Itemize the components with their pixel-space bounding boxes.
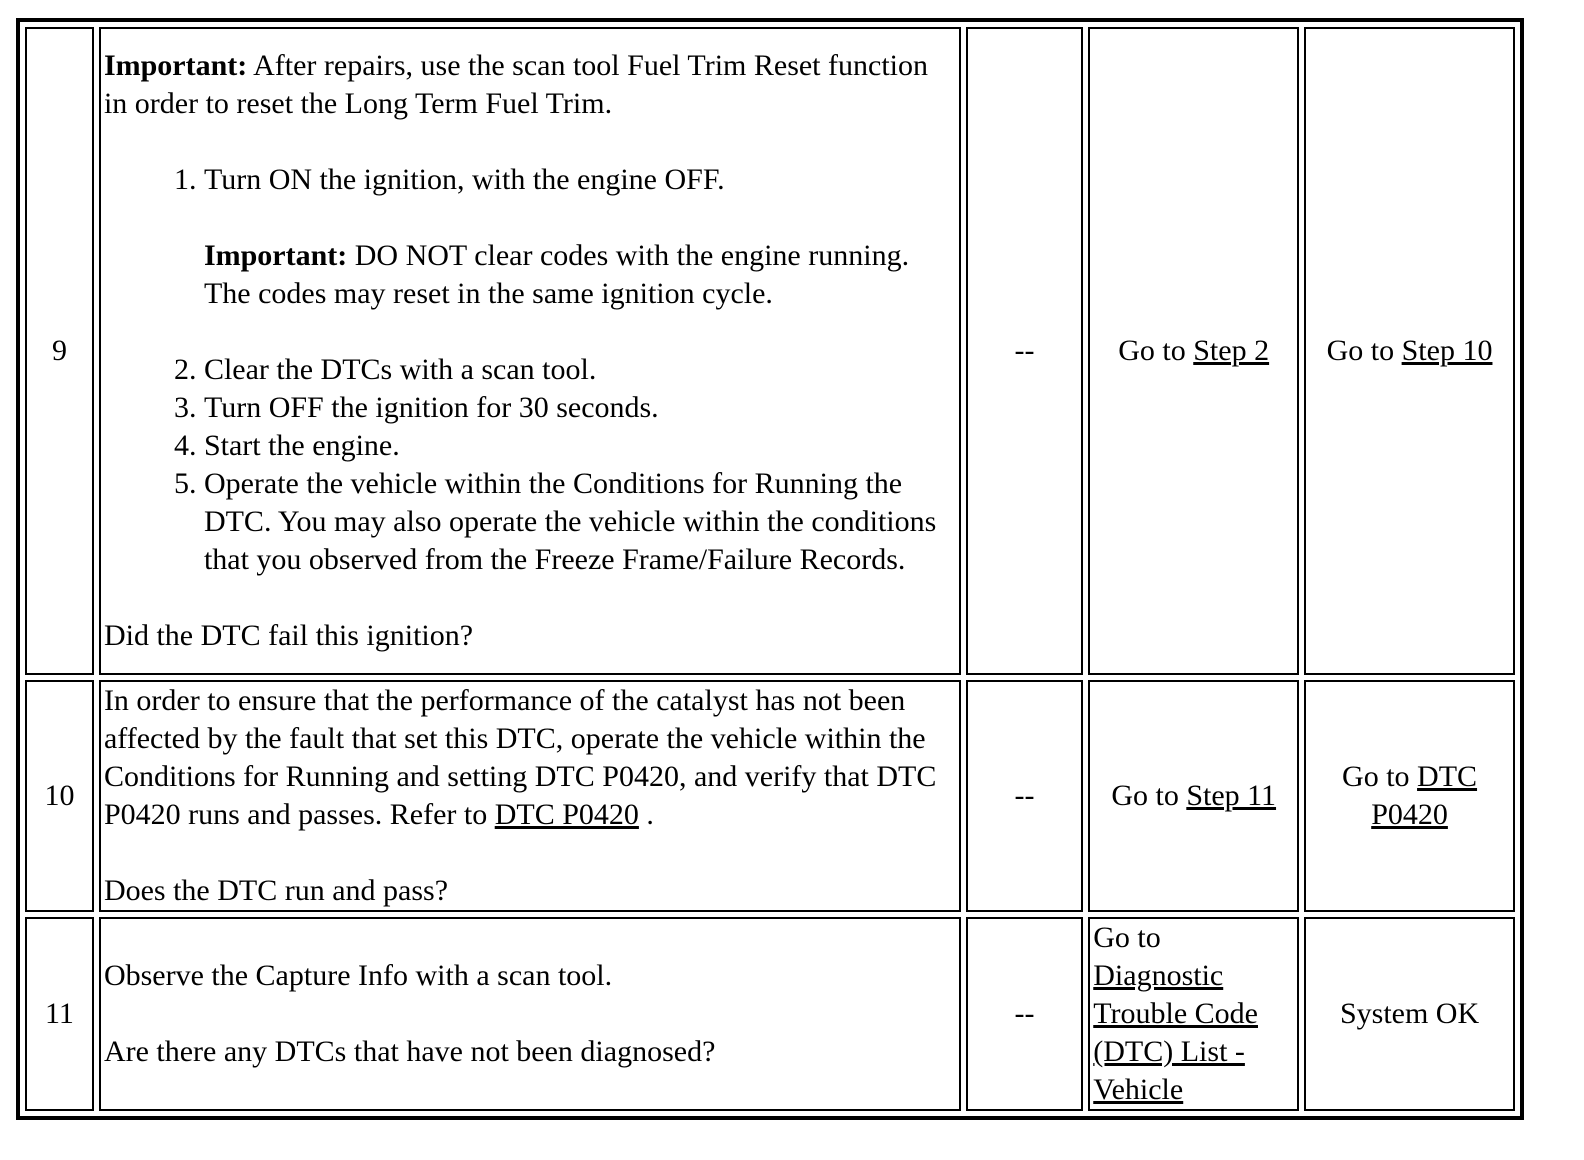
- substep-text: Operate the vehicle within the Conditions for Running the DTC. You may also operate the vehicle within the conditions that you observed from the Freeze Frame/Failure Records.: [203, 467, 937, 576]
- substep-note-label: Important:: [203, 239, 348, 272]
- question-text: Does the DTC run and pass?: [103, 874, 449, 907]
- action-text: [104, 682, 956, 834]
- substep-text: Start the engine.: [203, 429, 400, 462]
- dtc-p0420-no-link[interactable]: DTC: [1417, 760, 1478, 793]
- value-cell: --: [966, 917, 1084, 1111]
- table-row: [25, 27, 1515, 675]
- no-cell: [1304, 27, 1515, 675]
- action-cell: [99, 680, 961, 912]
- action-text-suffix: .: [638, 798, 654, 831]
- step-number: 9: [25, 27, 94, 675]
- value-cell: --: [966, 27, 1084, 675]
- list-item: [204, 389, 956, 427]
- dtc-list-link[interactable]: Diagnostic Trouble Code (DTC) List - Vehicle: [1093, 959, 1258, 1106]
- question-text: Are there any DTCs that have not been diagnosed?: [103, 1035, 716, 1068]
- important-label: Important:: [103, 49, 248, 82]
- no-cell: [1304, 680, 1515, 912]
- yes-prefix: Go to: [1111, 779, 1187, 812]
- step-11-link[interactable]: Step 11: [1186, 779, 1277, 812]
- substep-list: [104, 161, 956, 579]
- dtc-p0420-no-link-cont[interactable]: P0420: [1371, 798, 1448, 831]
- action-text: Observe the Capture Info with a scan tool.: [103, 959, 613, 992]
- step-2-link[interactable]: Step 2: [1193, 334, 1270, 367]
- substep-text: Turn OFF the ignition for 30 seconds.: [203, 391, 659, 424]
- no-prefix: Go to: [1326, 334, 1402, 367]
- yes-cell: [1088, 27, 1299, 675]
- step-10-link[interactable]: Step 10: [1401, 334, 1493, 367]
- important-note: [104, 47, 956, 123]
- list-item: [204, 161, 956, 313]
- list-item: [204, 351, 956, 389]
- important-text: After repairs, use the scan tool Fuel Trim Reset function in order to reset the Long Term Fuel Trim.: [103, 49, 928, 120]
- yes-prefix: Go to: [1118, 334, 1194, 367]
- action-text-body: In order to ensure that the performance of the catalyst has not been affected by the fault that set this DTC, operate the vehicle within the Conditions for Running and setting DTC P0420, and verify that DTC P0420 runs and passes. Refer to: [103, 684, 937, 831]
- diagnostic-table: [16, 18, 1524, 1120]
- substep-text: Turn ON the ignition, with the engine OFF.: [203, 163, 725, 196]
- action-cell: [99, 27, 961, 675]
- step-number: 11: [25, 917, 94, 1111]
- dtc-p0420-link[interactable]: DTC P0420: [494, 798, 639, 831]
- no-cell: System OK: [1304, 917, 1515, 1111]
- value-cell: --: [966, 680, 1084, 912]
- table-row: [25, 680, 1515, 912]
- yes-cell: [1088, 917, 1299, 1111]
- action-cell: [99, 917, 961, 1111]
- substep-note-text: DO NOT clear codes with the engine running. The codes may reset in the same ignition cycle.: [203, 239, 910, 310]
- yes-prefix: Go to: [1093, 921, 1161, 954]
- list-item: [204, 465, 956, 579]
- step-number: 10: [25, 680, 94, 912]
- no-prefix: Go to: [1342, 760, 1418, 793]
- question-text: Did the DTC fail this ignition?: [103, 619, 474, 652]
- table-row: [25, 917, 1515, 1111]
- yes-cell: [1088, 680, 1299, 912]
- substep-note: [204, 237, 956, 313]
- list-item: [204, 427, 956, 465]
- substep-text: Clear the DTCs with a scan tool.: [203, 353, 597, 386]
